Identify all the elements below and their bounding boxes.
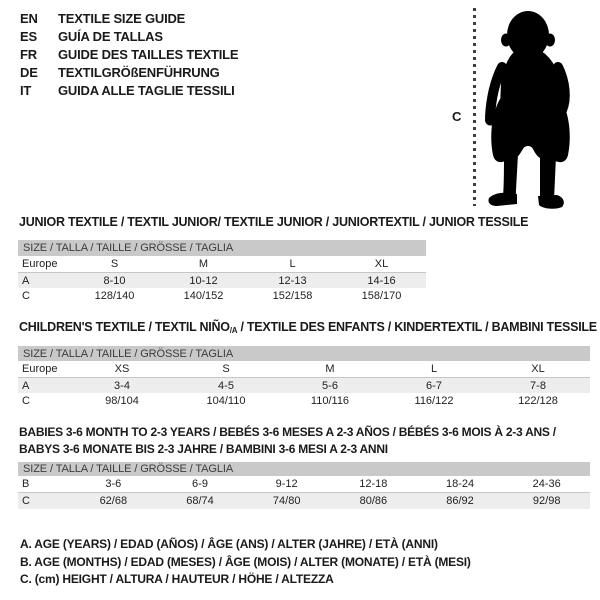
language-label: GUÍA DE TALLAS — [58, 28, 163, 44]
column-header-size: M — [198, 258, 209, 270]
children-title-subscript: /A — [229, 326, 238, 335]
children-section-title — [19, 320, 597, 335]
children-title-suffix: / TEXTILE DES ENFANTS / KINDERTEXTIL / BAMBINI TESSILE — [237, 320, 597, 334]
column-header-size: XL — [531, 363, 545, 375]
table-cell: 18-24 — [445, 478, 475, 490]
size-header-bar: SIZE / TALLA / TAILLE / GRÖSSE / TAGLIA — [18, 462, 590, 476]
size-header-bar: SIZE / TALLA / TAILLE / GRÖSSE / TAGLIA — [18, 346, 590, 361]
legend-line-a: A. AGE (YEARS) / EDAD (AÑOS) / ÂGE (ANS) / ALTER (JAHRE) / ETÀ (ANNI) — [20, 537, 438, 551]
table-cell: 110/116 — [310, 395, 350, 407]
table-cell: 4-5 — [218, 379, 234, 392]
row-label: A — [22, 379, 30, 392]
column-header-size: L — [430, 363, 438, 375]
language-code: IT — [20, 82, 32, 98]
table-cell: 122/128 — [518, 395, 558, 407]
table-cell: 6-9 — [192, 478, 208, 490]
row-label: C — [22, 290, 30, 302]
language-code: FR — [20, 46, 37, 62]
size-header-bar: SIZE / TALLA / TAILLE / GRÖSSE / TAGLIA — [18, 240, 426, 256]
babies-section-title — [19, 424, 556, 458]
babies-title-line2: BABYS 3-6 MONATE BIS 2-3 JAHRE / BAMBINI 3-6 MESI A 2-3 ANNI — [19, 442, 388, 456]
language-row-de — [20, 63, 238, 81]
table-cell: 14-16 — [367, 274, 396, 287]
row-label: A — [22, 274, 30, 287]
junior-size-table — [18, 240, 426, 304]
baby-silhouette-icon — [483, 7, 578, 212]
row-label: C — [22, 395, 30, 407]
table-cell: 140/152 — [183, 290, 224, 302]
babies-title-line1: BABIES 3-6 MONTH TO 2-3 YEARS / BEBÉS 3-6 MESES A 2-3 AÑOS / BÉBÉS 3-6 MOIS À 2-3 ANS / — [19, 425, 556, 439]
junior-row-a — [18, 273, 426, 288]
language-row-fr — [20, 45, 238, 63]
table-cell: 6-7 — [426, 379, 442, 392]
language-code: DE — [20, 64, 38, 80]
row-label: B — [22, 478, 30, 490]
junior-section-title: JUNIOR TEXTILE / TEXTIL JUNIOR/ TEXTILE JUNIOR / JUNIORTEXTIL / JUNIOR TESSILE — [19, 215, 529, 229]
legend-line-b: B. AGE (MONTHS) / EDAD (MESES) / ÂGE (MOIS) / ALTER (MONATE) / ETÀ (MESI) — [20, 554, 471, 569]
children-title-prefix: CHILDREN'S TEXTILE / TEXTIL NIÑO — [19, 320, 230, 334]
junior-header-row — [18, 256, 426, 273]
table-cell: 92/98 — [532, 495, 561, 507]
children-row-a — [18, 378, 590, 393]
table-cell: 104/110 — [206, 395, 246, 407]
table-cell: 116/122 — [414, 395, 454, 407]
height-measure-label: C — [452, 109, 462, 124]
language-row-en — [20, 9, 238, 27]
column-header-size: L — [289, 258, 296, 270]
table-cell: 74/80 — [272, 495, 301, 507]
column-header-size: M — [325, 363, 335, 375]
language-label: TEXTILE SIZE GUIDE — [58, 10, 186, 26]
table-cell: 8-10 — [103, 274, 126, 287]
table-cell: 10-12 — [189, 274, 218, 287]
table-cell: 98/104 — [105, 395, 139, 407]
table-cell: 3-6 — [105, 478, 122, 490]
table-cell: 9-12 — [275, 478, 298, 490]
column-header-europe: Europe — [22, 363, 58, 375]
table-cell: 24-36 — [532, 478, 561, 490]
language-row-es — [20, 27, 238, 45]
language-label: GUIDA ALLE TAGLIE TESSILI — [58, 82, 235, 98]
babies-size-table — [18, 462, 590, 509]
table-cell: 7-8 — [530, 379, 546, 392]
table-cell: 5-6 — [322, 379, 338, 392]
language-row-it — [20, 81, 238, 99]
children-size-table — [18, 346, 590, 409]
children-header-row — [18, 361, 590, 378]
column-header-europe: Europe — [22, 258, 58, 270]
babies-row-b — [18, 476, 590, 493]
measurement-legend — [20, 536, 471, 589]
table-cell: 86/92 — [446, 495, 474, 507]
column-header-size: XL — [374, 258, 389, 270]
column-header-size: S — [222, 363, 230, 375]
babies-row-c — [18, 493, 590, 509]
children-row-c — [18, 393, 590, 409]
row-label: C — [22, 495, 30, 507]
language-label: TEXTILGRÖßENFÜHRUNG — [58, 64, 220, 80]
language-label: GUIDE DES TAILLES TEXTILE — [58, 46, 239, 62]
legend-line-c: C. (cm) HEIGHT / ALTURA / HAUTEUR / HÖHE / ALTEZZA — [20, 572, 334, 586]
table-cell: 80/86 — [359, 495, 388, 507]
table-cell: 152/158 — [272, 290, 313, 302]
language-title-list — [20, 9, 238, 99]
table-cell: 3-4 — [114, 379, 130, 392]
table-cell: 158/170 — [361, 290, 402, 302]
table-cell: 68/74 — [186, 495, 214, 507]
table-cell: 62/68 — [99, 495, 128, 507]
table-cell: 12-18 — [359, 478, 388, 490]
table-cell: 128/140 — [94, 290, 135, 302]
language-code: EN — [20, 10, 38, 26]
height-measure-dotted-line — [473, 8, 476, 206]
column-header-size: S — [110, 258, 119, 270]
table-cell: 12-13 — [278, 274, 307, 287]
junior-row-c — [18, 288, 426, 304]
language-code: ES — [20, 28, 37, 44]
column-header-size: XS — [114, 363, 130, 375]
